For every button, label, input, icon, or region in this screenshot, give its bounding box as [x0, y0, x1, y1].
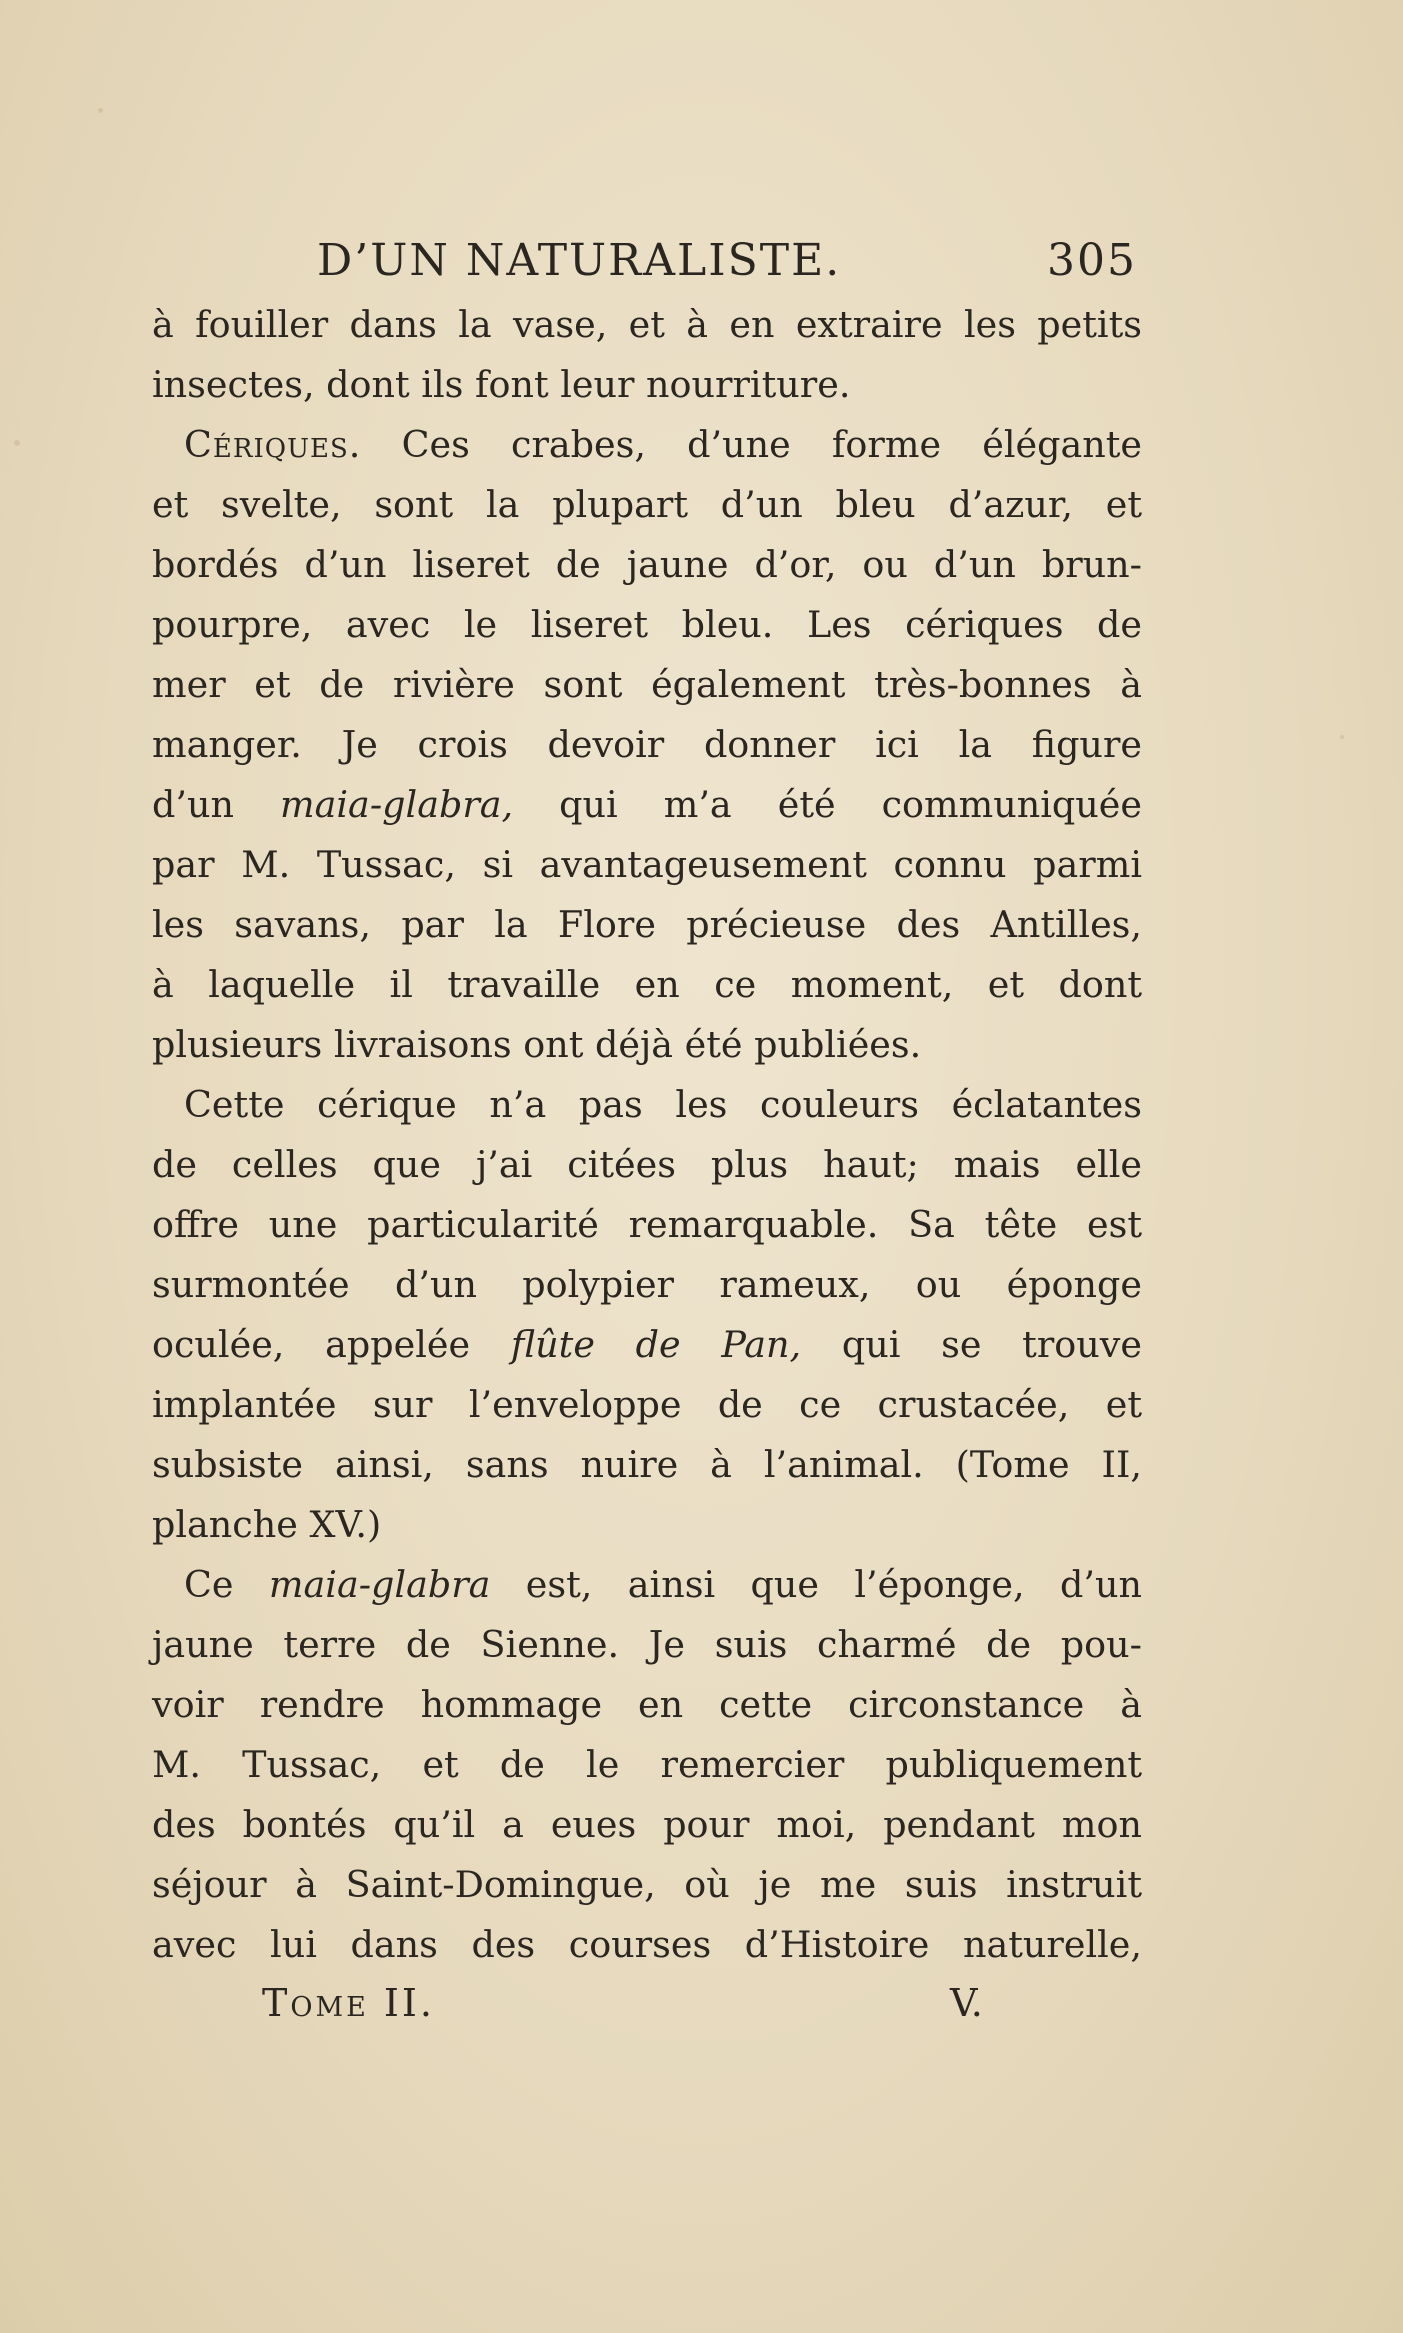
line-text: insectes, dont ils font leur nourriture.: [152, 363, 851, 406]
line-text: séjour à Saint-Domingue, où je me suis instruit: [152, 1863, 1142, 1906]
line-text: par M. Tussac, si avantageusement connu parmi: [152, 843, 1142, 886]
line-text: pourpre, avec le liseret bleu. Les cériques de: [152, 603, 1142, 646]
line-text: les savans, par la Flore précieuse des Antilles,: [152, 903, 1142, 946]
running-head-title: D’UN NATURALISTE.: [317, 235, 842, 286]
text-line: [152, 835, 1142, 895]
text-block: [152, 225, 1152, 2037]
line-text: plusieurs livraisons ont déjà été publiées.: [152, 1023, 922, 1066]
text-line: [152, 1435, 1142, 1495]
line-text: manger. Je crois devoir donner ici la figure: [152, 723, 1142, 766]
text-line: [152, 1795, 1142, 1855]
text-line: [152, 895, 1142, 955]
signature-mark: V.: [950, 1981, 983, 2025]
line-text: à laquelle il travaille en ce moment, et dont: [152, 963, 1142, 1006]
text-line: [152, 1015, 1142, 1075]
line-text: qui se trouve: [801, 1323, 1142, 1366]
line-text: avec lui dans des courses d’Histoire naturelle,: [152, 1923, 1142, 1966]
line-text: surmontée d’un polypier rameux, ou éponge: [152, 1263, 1142, 1306]
page-number: 305: [1047, 235, 1137, 286]
running-head: [317, 225, 1137, 295]
line-text: . Ces crabes, d’une forme élégante: [348, 423, 1142, 466]
line-text: implantée sur l’enveloppe de ce crustacée, et: [152, 1383, 1142, 1426]
text-line: [152, 595, 1142, 655]
text-line: [152, 955, 1142, 1015]
text-line: [152, 535, 1142, 595]
line-text: mer et de rivière sont également très-bonnes à: [152, 663, 1142, 706]
text-line: [152, 1375, 1142, 1435]
line-text: qui m’a été communiquée: [513, 783, 1143, 826]
foxing-spot: [14, 440, 20, 446]
text-line: [152, 715, 1142, 775]
line-text: offre une particularité remarquable. Sa tête est: [152, 1203, 1142, 1246]
italic-term: maia-glabra: [268, 1563, 491, 1606]
line-text: d’un: [152, 783, 281, 826]
text-line: [152, 355, 1142, 415]
line-text: subsiste ainsi, sans nuire à l’animal. (Tome II,: [152, 1443, 1142, 1486]
line-text: planche XV.): [152, 1503, 382, 1546]
text-line: [152, 1855, 1142, 1915]
italic-term: flûte de Pan,: [510, 1323, 802, 1366]
text-line: [152, 1255, 1142, 1315]
text-line: [152, 655, 1142, 715]
text-line: [152, 1615, 1142, 1675]
text-line: [152, 1135, 1142, 1195]
line-text: à fouiller dans la vase, et à en extraire les petits: [152, 303, 1142, 346]
text-line: [152, 1195, 1142, 1255]
text-line: [152, 415, 1142, 475]
text-line: [152, 295, 1142, 355]
body-text: [152, 295, 1152, 1975]
text-line: [152, 1315, 1142, 1375]
italic-term: maia-glabra,: [280, 783, 514, 826]
text-line: [152, 475, 1142, 535]
line-text: des bontés qu’il a eues pour moi, pendant mon: [152, 1803, 1142, 1846]
line-text: de celles que j’ai citées plus haut; mais elle: [152, 1143, 1142, 1186]
line-text: Cette cérique n’a pas les couleurs éclatantes: [184, 1083, 1142, 1126]
line-text: et svelte, sont la plupart d’un bleu d’azur, et: [152, 483, 1142, 526]
text-line: [152, 1495, 1142, 1555]
volume-label: Tome II.: [262, 1981, 436, 2025]
small-caps-heading: Cériques: [184, 423, 349, 466]
line-text: est, ainsi que l’éponge, d’un: [490, 1563, 1142, 1606]
text-line: [152, 1915, 1142, 1975]
text-line: [152, 1075, 1142, 1135]
line-text: M. Tussac, et de le remercier publiquement: [152, 1743, 1142, 1786]
line-text: Ce: [184, 1563, 269, 1606]
line-text: voir rendre hommage en cette circonstance à: [152, 1683, 1142, 1726]
page-footer: [152, 1977, 1152, 2037]
line-text: oculée, appelée: [152, 1323, 511, 1366]
line-text: bordés d’un liseret de jaune d’or, ou d’un brun-: [152, 543, 1142, 586]
foxing-spot: [98, 108, 103, 113]
text-line: [152, 775, 1142, 835]
text-line: [152, 1675, 1142, 1735]
text-line: [152, 1735, 1142, 1795]
text-line: [152, 1555, 1142, 1615]
foxing-spot: [1340, 735, 1344, 739]
line-text: jaune terre de Sienne. Je suis charmé de pou-: [152, 1623, 1142, 1666]
